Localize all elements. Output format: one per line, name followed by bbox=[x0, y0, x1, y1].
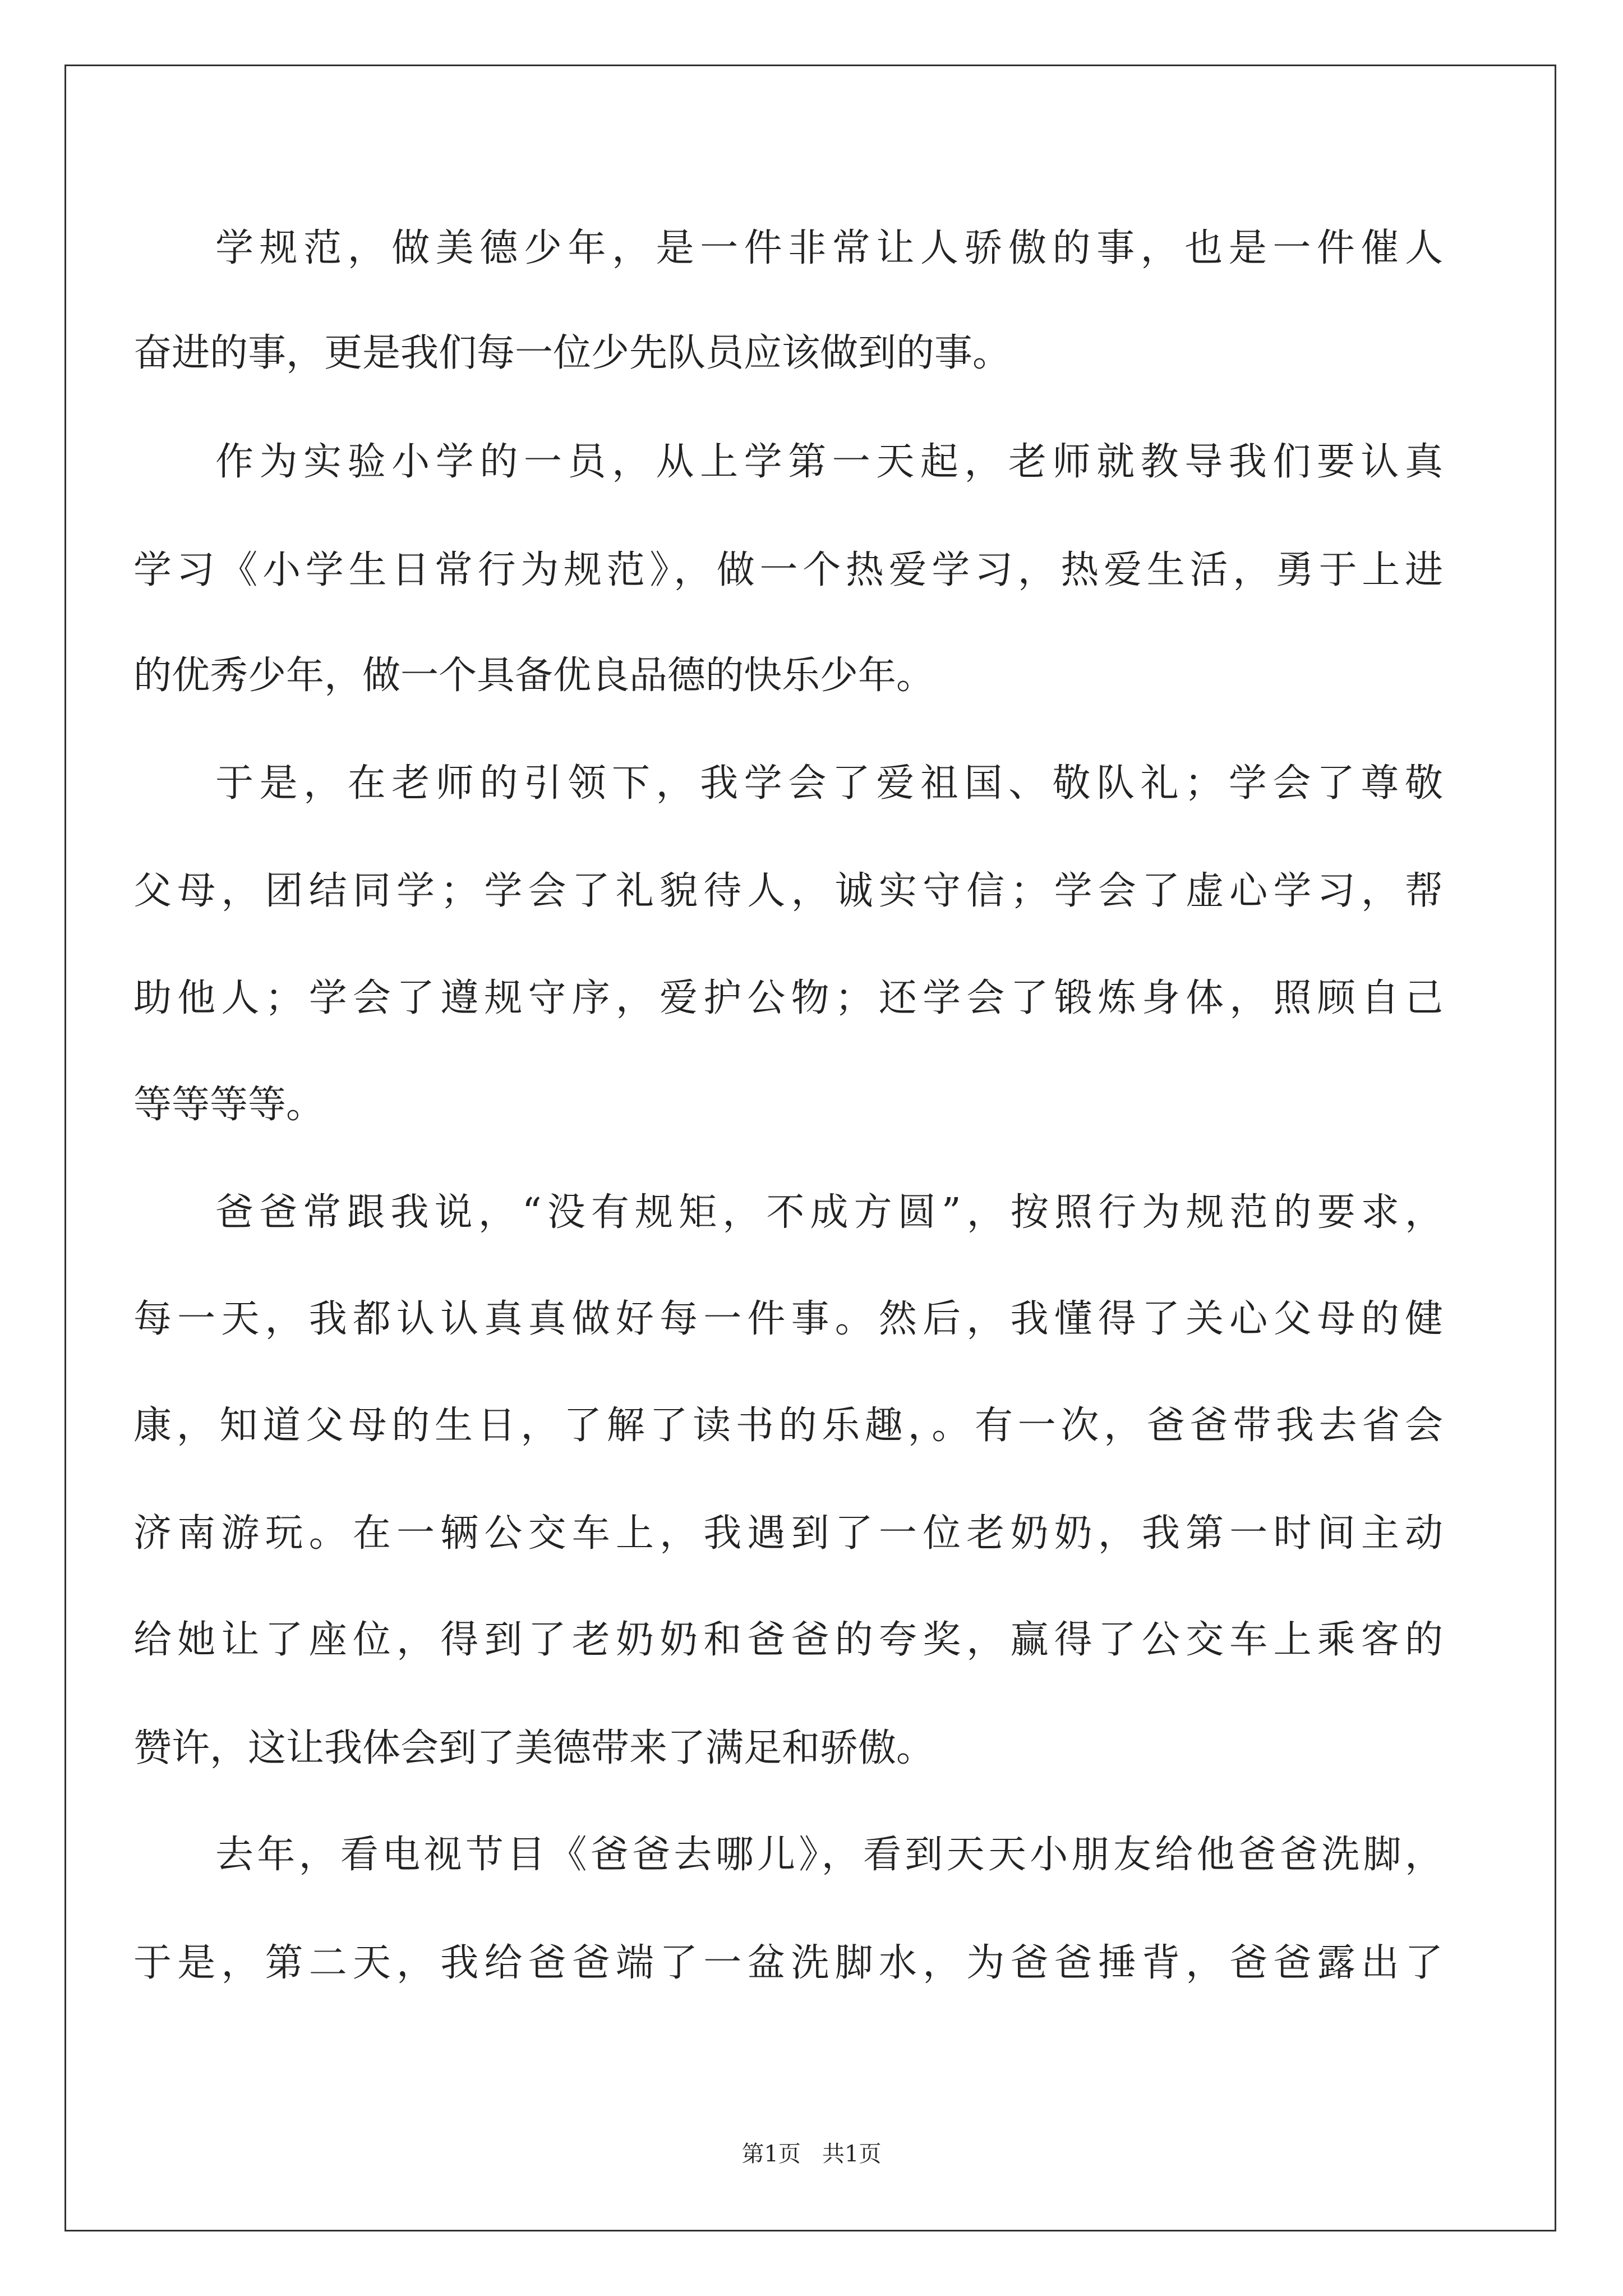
page-footer: 第1页 共1页 bbox=[741, 2141, 882, 2167]
document-body bbox=[133, 0, 1443, 1985]
text-line: 的优秀少年，做一个具备优良品德的快乐少年。 bbox=[133, 654, 935, 698]
text-line: 学规范，做美德少年，是一件非常让人骄傲的事，也是一件催人 bbox=[215, 226, 1443, 270]
text-line: 给她让了座位，得到了老奶奶和爸爸的夸奖，赢得了公交车上乘客的 bbox=[133, 1618, 1443, 1662]
text-line: 康，知道父母的生日，了解了读书的乐趣，。有一次，爸爸带我去省会 bbox=[133, 1404, 1443, 1448]
text-line: 济南游玩。在一辆公交车上，我遇到了一位老奶奶，我第一时间主动 bbox=[133, 1511, 1443, 1556]
text-line: 助他人；学会了遵规守序，爱护公物；还学会了锻炼身体，照顾自己 bbox=[133, 976, 1443, 1020]
text-line: 爸爸常跟我说，“没有规矩，不成方圆”，按照行为规范的要求， bbox=[215, 1190, 1443, 1235]
text-line: 赞许，这让我体会到了美德带来了满足和骄傲。 bbox=[133, 1726, 935, 1770]
text-line: 等等等等。 bbox=[133, 1083, 325, 1127]
text-line: 作为实验小学的一员，从上学第一天起，老师就教导我们要认真 bbox=[215, 440, 1443, 484]
text-line: 于是，第二天，我给爸爸端了一盆洗脚水，为爸爸捶背，爸爸露出了 bbox=[133, 1941, 1443, 1985]
text-line: 奋进的事，更是我们每一位少先队员应该做到的事。 bbox=[133, 331, 1011, 375]
text-line: 每一天，我都认认真真做好每一件事。然后，我懂得了关心父母的健 bbox=[133, 1297, 1443, 1341]
text-line: 父母，团结同学；学会了礼貌待人，诚实守信；学会了虚心学习，帮 bbox=[133, 869, 1443, 913]
text-line: 于是，在老师的引领下，我学会了爱祖国、敬队礼；学会了尊敬 bbox=[215, 761, 1443, 806]
text-line: 学习《小学生日常行为规范》，做一个热爱学习，热爱生活，勇于上进 bbox=[133, 548, 1443, 592]
text-line: 去年，看电视节目《爸爸去哪儿》，看到天天小朋友给他爸爸洗脚， bbox=[215, 1833, 1443, 1877]
